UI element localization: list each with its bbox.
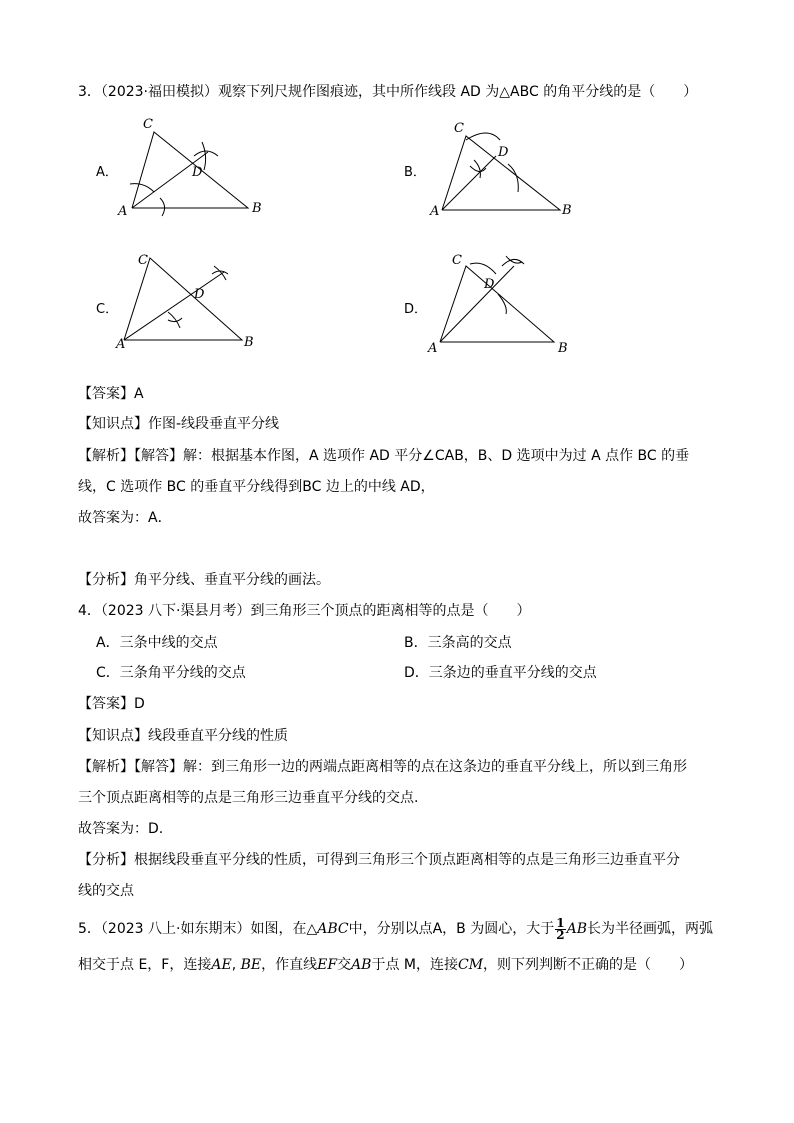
q4-fenxi-text1: 根据线段垂直平分线的性质，可得到三角形三个顶点距离相等的点是三角形三边垂直平分 <box>134 852 680 868</box>
fig-b-label-c: C <box>454 121 464 136</box>
q4-knowledge <box>78 726 288 746</box>
q5-math-be: BE <box>240 957 262 973</box>
q3-stem-text: 观察下列尺规作图痕迹，其中所作线段 AD 为△ABC 的角平分线的是（ ） <box>218 84 698 100</box>
q4-conclusion: 故答案为：D. <box>78 821 164 837</box>
q3-option-c-label: C． <box>96 302 119 317</box>
q4-source: （2023 八下·渠县月考） <box>100 603 251 619</box>
q5-text-p1: 如图，在 <box>250 921 307 937</box>
q5-number: 5． <box>78 921 101 937</box>
q4-fenxi-line2: 线的交点 <box>78 883 134 899</box>
q4-answer <box>78 694 145 714</box>
q5-math-ef: EF <box>317 957 338 973</box>
q3-fenxi-text: 角平分线、垂直平分线的画法。 <box>134 572 330 588</box>
fig-a-label-b: B <box>252 201 262 216</box>
q4-analysis-line2: 三个顶点距离相等的点是三角形三边垂直平分线的交点. <box>78 790 419 806</box>
q3-knowledge-text: 作图-线段垂直平分线 <box>148 416 280 432</box>
fig-b-label-a: A <box>430 204 440 219</box>
q3-stem <box>78 82 697 102</box>
fig-c-label-b: B <box>244 335 254 350</box>
q5-text-l2e: ，则下列判断不正确的是（ ） <box>483 957 694 973</box>
q3-analysis-text1: 解：根据基本作图，A 选项作 AD 平分∠CAB，B、D 选项中为过 A 点作 BC 的垂 <box>183 448 690 464</box>
q3-answer-tag: 【答案】 <box>78 386 134 402</box>
q5-math-abc: ABC <box>317 921 349 937</box>
q5-math-ab2: AB <box>351 957 372 973</box>
fig-d-label-c: C <box>452 253 462 268</box>
q5-fraction-numerator: 1 <box>556 915 565 930</box>
q5-text-l2b: ，作直线 <box>261 957 318 973</box>
q3-option-b-label: B． <box>404 165 426 180</box>
q5-math-cm: CM <box>458 957 484 973</box>
q3-option-a-label: A． <box>96 165 118 180</box>
fig-a-label-d: D <box>192 165 203 180</box>
q5-math-ae: AE <box>211 957 232 973</box>
q5-text-p3: 长为半径画弧，两弧 <box>587 921 714 937</box>
fig-a-label-c: C <box>143 117 153 132</box>
q3-figure-c <box>116 248 276 358</box>
q5-fraction <box>555 915 565 942</box>
q3-number: 3． <box>78 84 101 100</box>
q4-option-a: A．三条中线的交点 <box>96 635 218 651</box>
q3-knowledge-tag: 【知识点】 <box>78 416 148 432</box>
q4-stem-text: 到三角形三个顶点的距离相等的点是（ ） <box>250 603 531 619</box>
q4-answer-tag: 【答案】 <box>78 696 134 712</box>
q4-option-d: D．三条边的垂直平分线的交点 <box>404 665 597 681</box>
q4-analysis-line1 <box>78 757 687 777</box>
q4-analysis-text1: 解：到三角形一边的两端点距离相等的点在这条边的垂直平分线上，所以到三角形 <box>183 759 687 775</box>
q4-analysis-tag: 【解析】【解答】 <box>78 759 183 775</box>
q3-analysis-line2: 线，C 选项作 BC 的垂直平分线得到BC 边上的中线 AD， <box>78 479 435 495</box>
q5-fraction-denominator: 2 <box>556 927 565 942</box>
q5-triangle-symbol: △ <box>306 921 318 937</box>
q3-fenxi <box>78 570 330 590</box>
q3-answer <box>78 384 144 404</box>
q4-fenxi-tag: 【分析】 <box>78 852 134 868</box>
q5-comma: , <box>231 957 241 973</box>
fig-b-label-d: D <box>498 145 509 160</box>
q3-figure-d <box>426 244 586 354</box>
q3-conclusion: 故答案为：A． <box>78 510 172 526</box>
q4-knowledge-tag: 【知识点】 <box>78 728 148 744</box>
q3-source: （2023·福田模拟） <box>100 84 219 100</box>
fig-c-label-d: D <box>194 287 205 302</box>
fig-c-label-c: C <box>138 253 148 268</box>
fig-d-label-a: A <box>428 341 438 356</box>
q5-stem-line2 <box>78 955 693 975</box>
q5-text-l2a: 相交于点 E，F，连接 <box>78 957 212 973</box>
q5-source: （2023 八上·如东期末） <box>100 921 251 937</box>
q5-text-l2c: 交 <box>337 957 352 973</box>
q4-stem <box>78 601 530 621</box>
q3-fenxi-tag: 【分析】 <box>78 572 134 588</box>
q4-option-b: B．三条高的交点 <box>404 635 512 651</box>
fig-a-label-a: A <box>118 204 128 219</box>
q4-knowledge-text: 线段垂直平分线的性质 <box>148 728 288 744</box>
q5-stem-line1 <box>78 917 713 941</box>
fig-d-label-d: D <box>484 277 495 292</box>
q3-answer-value: A <box>134 386 144 402</box>
q3-knowledge <box>78 414 279 434</box>
q3-option-d-label: D． <box>404 302 428 317</box>
q5-text-p2: 中，分别以点A，B 为圆心，大于 <box>348 921 555 937</box>
q3-figure-b <box>426 112 586 222</box>
q3-analysis-tag: 【解析】【解答】 <box>78 448 183 464</box>
fig-d-label-b: B <box>558 341 568 356</box>
q3-analysis-line1 <box>78 446 689 466</box>
q4-answer-value: D <box>134 696 145 712</box>
q5-text-l2d: 于点 M，连接 <box>371 957 458 973</box>
fig-c-label-a: A <box>116 337 126 352</box>
q3-figure-a <box>116 112 276 222</box>
q4-fenxi-line1 <box>78 850 680 870</box>
q4-option-c: C．三条角平分线的交点 <box>96 665 246 681</box>
q4-number: 4． <box>78 603 101 619</box>
fig-b-label-b: B <box>562 203 572 218</box>
q5-math-ab: AB <box>566 921 588 937</box>
